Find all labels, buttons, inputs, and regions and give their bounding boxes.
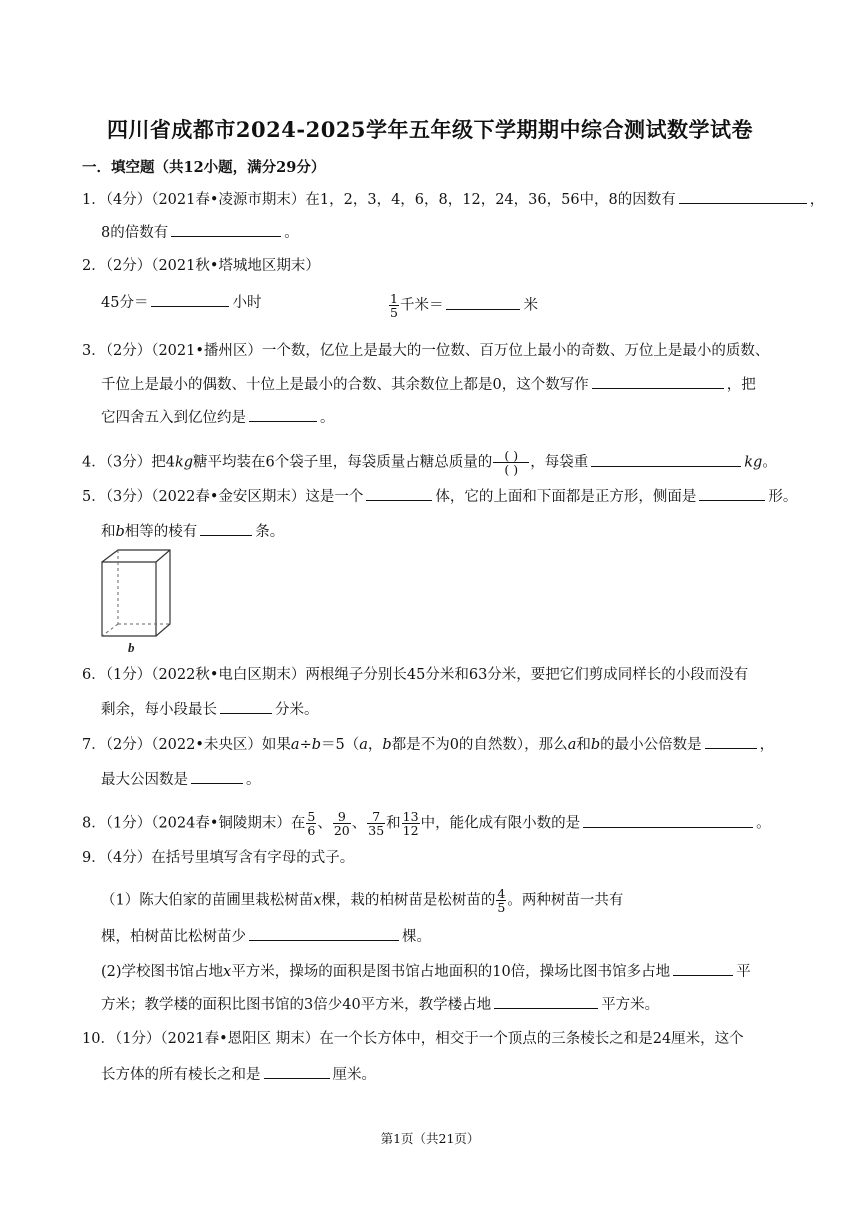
q10-blank-sum[interactable] <box>264 1064 330 1079</box>
q2-blank-hours[interactable] <box>151 292 229 307</box>
q8-fraction-1: $\frac{5}{6}$ <box>307 809 316 838</box>
q5-blank-solid[interactable] <box>366 486 432 501</box>
q5-blank-edges[interactable] <box>200 521 252 536</box>
cuboid-visible-edges <box>102 550 170 636</box>
q10-line2: 长方体的所有棱长之和是 厘米。 <box>101 1064 376 1085</box>
q6-blank-length[interactable] <box>220 699 272 714</box>
q6-line1: 6．（1分）（2022秋•电白区期末）两根绳子分别长45分米和63分米，要把它们剪成同样长的小段而没有 <box>82 667 749 683</box>
q10-line1: 10．（1分）（2021春•恩阳区 期末）在一个长方体中，相交于一个顶点的三条棱长之和是24厘米，这个 <box>82 1031 744 1047</box>
q7-line2: 最大公因数是 。 <box>101 769 261 790</box>
q1-line2: 8的倍数有 。 <box>101 222 299 243</box>
q2-line1: 2．（2分）（2021秋•塔城地区期末） <box>82 258 320 274</box>
q9-blank-building[interactable] <box>494 994 598 1009</box>
q9-p2-line2: 方米；教学楼的面积比图书馆的3倍少40平方米，教学楼占地 平方米。 <box>101 994 659 1015</box>
q5-blank-shape[interactable] <box>699 486 765 501</box>
q4-fraction-blank[interactable]: $\frac{( )}{( )}$ <box>493 449 529 476</box>
cuboid-hidden-edges <box>102 550 170 636</box>
q1-blank-multiples[interactable] <box>171 222 281 237</box>
q4-line: 4．（3分）把4kg糖平均装在6个袋子里，每袋质量占糖总质量的 $\frac{( )}{( )}$ ，每袋重 kg。 <box>82 448 777 477</box>
q4-blank-weight[interactable] <box>591 452 741 467</box>
q3-line3: 它四舍五入到亿位约是 。 <box>101 407 335 428</box>
q8-line: 8．（1分）（2024春•铜陵期末）在 $\frac{5}{6}$ 、 $\frac{9}{20}$ 、 $\frac{7}{35}$ 和 $\frac{13}{12}$ 中，能化成有限小数的是 。 <box>82 809 771 838</box>
q8-fraction-4: $\frac{13}{12}$ <box>402 809 419 838</box>
page-footer: 第1页（共21页） <box>380 1131 480 1146</box>
section-heading: 一．填空题（共12小题，满分29分） <box>82 159 326 176</box>
q5-line1: 5．（3分）（2022春•金安区期末）这是一个 体，它的上面和下面都是正方形，侧面是 形。 <box>82 486 797 507</box>
q1-blank-factors[interactable] <box>679 189 807 204</box>
q9-blank-more[interactable] <box>673 961 733 976</box>
exam-title: 四川省成都市2024-2025学年五年级下学期期中综合测试数学试卷 <box>106 117 754 142</box>
q8-fraction-2: $\frac{9}{20}$ <box>333 809 350 838</box>
q8-blank-answer[interactable] <box>583 813 753 828</box>
q2-right: $\frac{1}{5}$ 千米＝ 米 <box>390 291 538 320</box>
q9-fraction: $\frac{4}{5}$ <box>497 886 506 915</box>
q3-line2: 千位上是最小的偶数、十位上是最小的合数、其余数位上都是0，这个数写作 ，把 <box>101 374 756 395</box>
cuboid-front-face <box>102 562 156 636</box>
q9-line1: 9．（4分）在括号里填写含有字母的式子。 <box>82 850 355 866</box>
q3-line1: 3．（2分）（2021•播州区）一个数，亿位上是最大的一位数、百万位上最小的奇数、万位上是最小的质数、 <box>82 343 770 359</box>
q5-line2: 和b相等的棱有 条。 <box>101 521 284 542</box>
cuboid-label-b: b <box>128 640 135 655</box>
q7-blank-gcd[interactable] <box>191 769 243 784</box>
q9-blank-fewer[interactable] <box>249 926 399 941</box>
q2-fraction: $\frac{1}{5}$ <box>390 291 398 320</box>
q8-fraction-3: $\frac{7}{35}$ <box>368 809 385 838</box>
cuboid-figure <box>94 544 184 656</box>
q2-blank-meters[interactable] <box>446 295 520 310</box>
q9-p1-line2: 棵，柏树苗比松树苗少 棵。 <box>101 926 431 947</box>
q2-left: 45分＝ 小时 <box>101 292 261 313</box>
q9-p1-line1: （1）陈大伯家的苗圃里栽松树苗x棵，栽的柏树苗是松树苗的 $\frac{4}{5}$ 。两种树苗一共有 <box>101 886 624 915</box>
q9-p2-line1: (2)学校图书馆占地x平方米，操场的面积是图书馆占地面积的10倍，操场比图书馆多占地 平 <box>101 961 751 982</box>
q6-line2: 剩余，每小段最长 分米。 <box>101 699 319 720</box>
q7-line1: 7．（2分）（2022•未央区）如果a÷b＝5（a，b都是不为0的自然数），那么a和b的最小公倍数是 ， <box>82 734 774 755</box>
q3-blank-rounded[interactable] <box>249 407 317 422</box>
q3-blank-number[interactable] <box>592 374 724 389</box>
q7-blank-lcm[interactable] <box>705 734 757 749</box>
q1-line1: 1．（4分）（2021春•凌源市期末）在1，2，3，4，6，8，12，24，36，56中，8的因数有 ， <box>82 189 824 210</box>
